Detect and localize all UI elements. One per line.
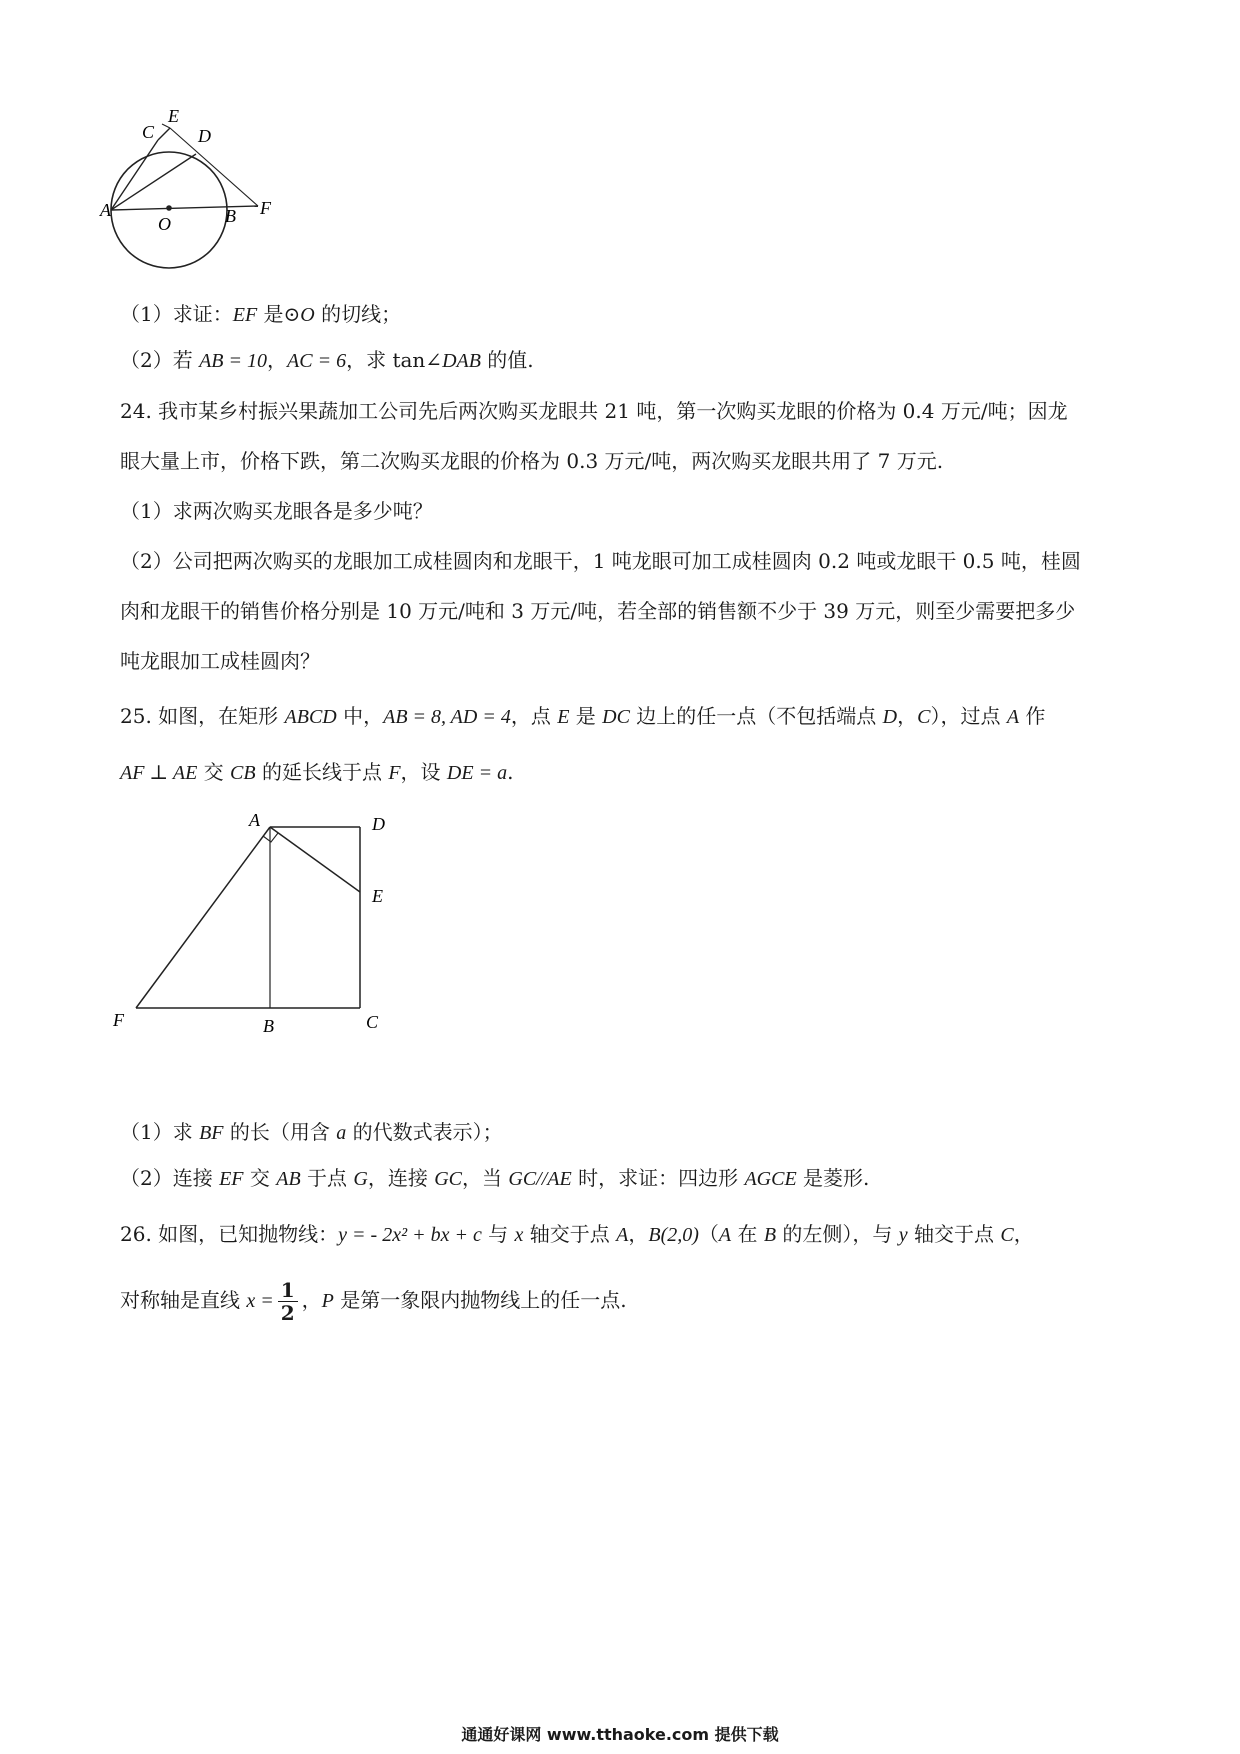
q26-l1-d: ， [628,1222,649,1246]
q23-part2 [120,344,534,377]
fig23-label-E: E [168,106,179,126]
circle-symbol: ⊙ [283,302,301,326]
q23-p2-prefix: （2）若 [120,348,200,372]
q25-l1-d: 是 [569,704,603,728]
q25-p1-c: 的代数式表示）； [346,1120,503,1144]
q25-l2-b: 交 [197,760,231,784]
q23-p2-ab: AB = 10 [199,350,268,372]
q25-p1-a: （1）求 [120,1120,200,1144]
q25-l1-i: C [917,706,931,728]
q25-part2 [120,1162,869,1195]
q25-l1-g: D [882,706,898,728]
q25-p1-b: 的长（用含 [223,1120,337,1144]
q26-l1-eq: y = - 2x² + bx + c [338,1224,482,1246]
q26-l1-f: 在 [731,1222,764,1246]
q25-l1-abcd: ABCD [284,706,337,728]
fraction-one-half [278,1279,298,1324]
q24-part2-line2: 肉和龙眼干的销售价格分别是 10 万元/吨和 3 万元/吨，若全部的销售额不少于 39 万元，则至少需要把多少 [120,599,1076,623]
fig25-label-C: C [366,1012,379,1032]
fig25-label-D: D [372,814,385,834]
q26-l1-a: 26. 如图，已知抛物线： [120,1222,339,1246]
q23-p1-o: O [300,304,315,326]
q26-l2-x: x = [246,1290,274,1312]
q25-l1-dc: DC [602,706,630,728]
q23-p2-dab: DAB [442,350,481,372]
q25-line1 [120,700,1045,733]
q23-p2-suffix: 的值. [480,348,534,372]
q25-l2-a: AF ⊥ AE [120,762,198,784]
q23-p1-mid: 是 [257,302,284,326]
q25-l1-f: 边上的任一点（不包括端点 [629,704,883,728]
q25-p2-ab: AB [276,1168,301,1190]
q25-l2-cb: CB [230,762,256,784]
q25-p1-bf: BF [199,1122,224,1144]
q25-l1-e: E [557,706,570,728]
q23-p2-mid: ，求 tan∠ [346,348,443,372]
fig25-label-E: E [372,886,383,906]
q25-p2-b: 交 [243,1166,277,1190]
q24-part1: （1）求两次购买龙眼各是多少吨？ [120,499,433,523]
q26-line2 [120,1276,627,1325]
q26-l1-B: B(2,0) [648,1224,699,1246]
figure-circle-tangent [100,106,310,280]
fig25-label-B: B [263,1016,274,1036]
q25-p2-e: ，当 [462,1166,509,1190]
q26-l1-g: 的左侧），与 [776,1222,899,1246]
q25-p2-par: GC//AE [508,1168,572,1190]
q25-l1-eq: AB = 8, AD = 4 [383,706,511,728]
q26-l1-c: 轴交于点 [523,1222,617,1246]
page-footer: 通通好课网 www.tthaoke.com 提供下载 [461,1725,779,1744]
q25-l2-e: . [507,760,514,784]
q25-l2-f: F [388,762,401,784]
q24-part2-line1: （2）公司把两次购买的龙眼加工成桂圆肉和龙眼干，1 吨龙眼可加工成桂圆肉 0.2 吨或龙眼干 0.5 吨，桂圆 [120,549,1081,573]
q26-l1-B2: B [763,1224,777,1246]
q26-l2-a: 对称轴是直线 [120,1288,247,1312]
q25-l2-de: DE = a [446,762,508,784]
fraction-numerator: 1 [278,1279,298,1302]
fig23-label-F: F [260,198,271,218]
q23-part1 [120,298,401,331]
q25-l1-a: 25. 如图，在矩形 [120,704,285,728]
fig23-label-B: B [225,206,236,226]
q26-l1-i: ， [1013,1222,1034,1246]
q26-l2-c: 是第一象限内抛物线上的任一点. [333,1288,627,1312]
q26-l2-P: P [321,1290,334,1312]
q25-part1 [120,1116,503,1149]
q25-p2-g: G [353,1168,368,1190]
q25-line2 [120,756,513,789]
q25-l1-l: 作 [1019,704,1046,728]
q24-line1: 24. 我市某乡村振兴果蔬加工公司先后两次购买龙眼共 21 吨，第一次购买龙眼的价格为 0.4 万元/吨；因龙 [120,399,1068,423]
q26-l1-A2: A [718,1224,732,1246]
q25-p2-gc: GC [434,1168,463,1190]
q25-l1-c: ，点 [510,704,558,728]
q25-l1-h: ， [897,704,918,728]
q25-l2-d: ，设 [400,760,447,784]
q25-p2-agce: AGCE [744,1168,797,1190]
q23-p1-suffix: 的切线； [314,302,402,326]
q26-l1-b: 与 [481,1222,515,1246]
q26-l1-h: 轴交于点 [907,1222,1001,1246]
q26-l1-C: C [1000,1224,1014,1246]
figure-rectangle [110,810,410,1050]
q26-l2-b: ， [301,1288,322,1312]
q25-p2-f: 时，求证：四边形 [571,1166,745,1190]
q26-line1 [120,1218,1034,1251]
fig23-label-A: A [100,200,111,220]
q26-l1-A: A [616,1224,629,1246]
fraction-denominator: 2 [280,1301,295,1325]
q25-l1-j: ），过点 [930,704,1007,728]
q23-p2-ac: AC = 6 [287,350,347,372]
q25-l2-c: 的延长线于点 [255,760,389,784]
fig25-label-F: F [113,1010,124,1030]
q23-p2-comma: ， [267,348,288,372]
fig23-label-C: C [142,122,155,142]
q26-l1-y: y [898,1224,908,1246]
q23-p1-prefix: （1）求证： [120,302,233,326]
q25-l1-b: 中， [336,704,384,728]
q26-l1-x: x [514,1224,524,1246]
q24-part2-line3: 吨龙眼加工成桂圆肉？ [120,649,320,673]
q25-p2-d: ，连接 [367,1166,435,1190]
fig23-label-D: D [198,126,211,146]
fig25-label-A: A [249,810,260,830]
q25-p2-ef: EF [219,1168,244,1190]
q25-p2-a: （2）连接 [120,1166,220,1190]
q25-p2-c: 于点 [300,1166,354,1190]
q25-p1-av: a [336,1122,347,1144]
fig23-label-O: O [158,214,171,234]
q26-l1-e: （ [698,1222,719,1246]
q24-line2: 眼大量上市，价格下跌，第二次购买龙眼的价格为 0.3 万元/吨，两次购买龙眼共用了 7 万元. [120,449,944,473]
q23-p1-ef: EF [232,304,258,326]
q25-l1-k: A [1006,706,1020,728]
q25-p2-g2: 是菱形. [796,1166,870,1190]
